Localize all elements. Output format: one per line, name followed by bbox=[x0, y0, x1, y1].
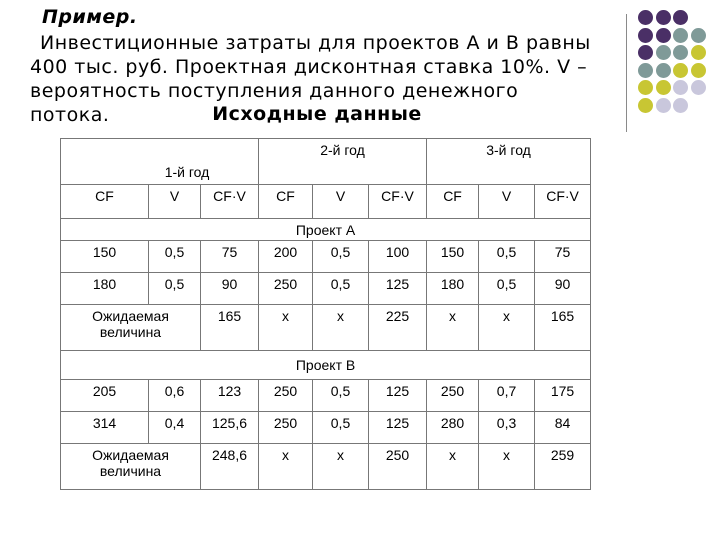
table-cell: 75 bbox=[535, 241, 591, 273]
table-cell: 150 bbox=[61, 241, 149, 273]
decor-dot bbox=[638, 45, 653, 60]
table-cell: 175 bbox=[535, 380, 591, 412]
table-cell: 125 bbox=[369, 273, 427, 305]
column-header: V bbox=[149, 185, 201, 219]
decor-dot bbox=[638, 28, 653, 43]
project-title: Проект В bbox=[61, 351, 591, 380]
example-heading: Пример. bbox=[42, 6, 138, 28]
table-cell: 84 bbox=[535, 412, 591, 444]
table-cell: 250 bbox=[259, 412, 313, 444]
table-cell: 0,5 bbox=[313, 380, 369, 412]
decor-dot bbox=[656, 98, 671, 113]
table-cell: 250 bbox=[259, 273, 313, 305]
decor-dot bbox=[656, 80, 671, 95]
decor-dot bbox=[673, 63, 688, 78]
table-cell: 0,7 bbox=[479, 380, 535, 412]
decor-dot bbox=[638, 10, 653, 25]
decor-dot bbox=[673, 80, 688, 95]
decor-dot bbox=[656, 10, 671, 25]
table-cell: 100 bbox=[369, 241, 427, 273]
table-cell: 90 bbox=[201, 273, 259, 305]
paragraph-line-3: вероятность поступления данного денежного потока. bbox=[30, 80, 519, 126]
table-cell: 125 bbox=[369, 412, 427, 444]
table-cell: 90 bbox=[535, 273, 591, 305]
column-header-row bbox=[61, 185, 591, 219]
table-cell: 0,5 bbox=[313, 273, 369, 305]
decor-dot bbox=[691, 28, 706, 43]
table-cell: 123 bbox=[201, 380, 259, 412]
table-cell: 250 bbox=[427, 380, 479, 412]
decor-dot bbox=[673, 10, 688, 25]
table-cell: 125 bbox=[369, 380, 427, 412]
decor-dot bbox=[656, 45, 671, 60]
table-cell: 125,6 bbox=[201, 412, 259, 444]
table-cell: 150 bbox=[427, 241, 479, 273]
table-cell: 0,5 bbox=[479, 241, 535, 273]
table-cell: 0,4 bbox=[149, 412, 201, 444]
table-cell: х bbox=[427, 305, 479, 351]
expected-value-row bbox=[61, 444, 591, 490]
table-cell: 205 bbox=[61, 380, 149, 412]
decor-dot bbox=[638, 80, 653, 95]
paragraph-line-1: Инвестиционные затраты для проектов А и В равны bbox=[40, 32, 591, 54]
column-header: CF·V bbox=[369, 185, 427, 219]
decor-dot-grid bbox=[638, 10, 718, 114]
table-cell: 180 bbox=[427, 273, 479, 305]
table-cell: 250 bbox=[259, 380, 313, 412]
project-b-title-row bbox=[61, 351, 591, 380]
column-header: CF·V bbox=[535, 185, 591, 219]
table-row bbox=[61, 380, 591, 412]
decor-divider bbox=[626, 14, 627, 132]
table-cell: 280 bbox=[427, 412, 479, 444]
source-data-table bbox=[60, 138, 591, 490]
table-cell: 250 bbox=[369, 444, 427, 490]
paragraph-line-2: 400 тыс. руб. Проектная дисконтная ставка 10%. V – bbox=[30, 56, 588, 78]
decor-dot bbox=[656, 63, 671, 78]
table-cell: 0,6 bbox=[149, 380, 201, 412]
source-data-heading: Исходные данные bbox=[212, 103, 422, 125]
table-cell: 0,5 bbox=[149, 241, 201, 273]
column-header: V bbox=[479, 185, 535, 219]
table-cell: х bbox=[259, 305, 313, 351]
table-cell: 200 bbox=[259, 241, 313, 273]
decor-dot bbox=[691, 80, 706, 95]
table-cell: 180 bbox=[61, 273, 149, 305]
table-cell: 0,5 bbox=[149, 273, 201, 305]
table-cell: х bbox=[427, 444, 479, 490]
column-header: V bbox=[313, 185, 369, 219]
table-cell: 0,3 bbox=[479, 412, 535, 444]
table-cell: х bbox=[313, 305, 369, 351]
column-header: CF bbox=[61, 185, 149, 219]
table-cell: 165 bbox=[201, 305, 259, 351]
decor-dot bbox=[673, 28, 688, 43]
column-header: CF bbox=[427, 185, 479, 219]
table-cell: 75 bbox=[201, 241, 259, 273]
table-cell: 225 bbox=[369, 305, 427, 351]
decor-dot bbox=[673, 45, 688, 60]
project-a-title-row bbox=[61, 219, 591, 241]
expected-value-row bbox=[61, 305, 591, 351]
table-cell: 0,5 bbox=[479, 273, 535, 305]
table-cell: 0,5 bbox=[313, 241, 369, 273]
table-cell: х bbox=[313, 444, 369, 490]
table-cell: 248,6 bbox=[201, 444, 259, 490]
decor-dot bbox=[638, 98, 653, 113]
expected-value-label: Ожидаемая величина bbox=[61, 444, 201, 490]
year-3-header: 3-й год bbox=[427, 139, 591, 185]
expected-value-label: Ожидаемая величина bbox=[61, 305, 201, 351]
table-row bbox=[61, 241, 591, 273]
decor-dot bbox=[691, 63, 706, 78]
table-cell: 0,5 bbox=[313, 412, 369, 444]
decor-dot bbox=[673, 98, 688, 113]
decor-dot bbox=[656, 28, 671, 43]
column-header: CF bbox=[259, 185, 313, 219]
table-cell: 259 bbox=[535, 444, 591, 490]
year-2-header: 2-й год bbox=[259, 139, 427, 185]
table-cell: х bbox=[259, 444, 313, 490]
year-1-header: 1-й год bbox=[61, 139, 259, 185]
table-row bbox=[61, 273, 591, 305]
table-cell: 165 bbox=[535, 305, 591, 351]
project-title: Проект А bbox=[61, 219, 591, 241]
decor-dot bbox=[691, 45, 706, 60]
table-row bbox=[61, 412, 591, 444]
table-cell: х bbox=[479, 444, 535, 490]
column-header: CF·V bbox=[201, 185, 259, 219]
year-header-row bbox=[61, 139, 591, 167]
decor-dot bbox=[638, 63, 653, 78]
table-cell: х bbox=[479, 305, 535, 351]
table-cell: 314 bbox=[61, 412, 149, 444]
